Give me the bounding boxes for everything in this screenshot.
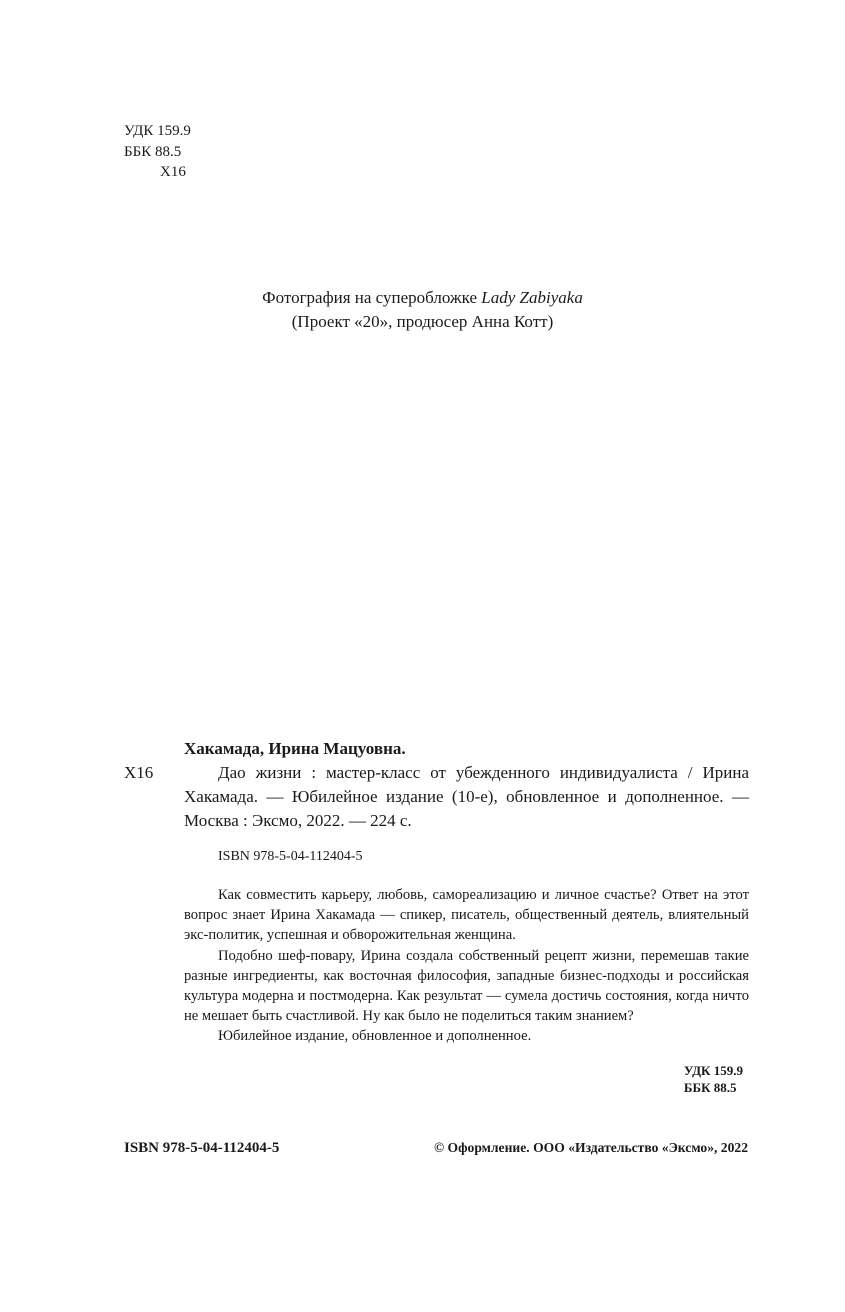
title-entry: Дао жизни : мастер-класс от убежденного индивидуалиста / Ирина Хакамада. — Юбилейное издание (10-е), обновленное и дополненное. — Москва : Эксмо, 2022. — 224 с. <box>184 763 749 830</box>
catalog-bbk: ББК 88.5 <box>683 1079 737 1095</box>
catalog-udk: УДК 159.9 <box>683 1062 743 1078</box>
author-mark: Х16 <box>160 164 186 180</box>
catalog-isbn: ISBN 978-5-04-112404-5 <box>218 849 363 864</box>
annotation-paragraph: Юбилейное издание, обновленное и дополненное. <box>218 1028 532 1045</box>
annotation <box>184 885 749 1047</box>
footer-isbn: ISBN 978-5-04-112404-5 <box>124 1140 280 1156</box>
footer-copyright: © Оформление. ООО «Издательство «Эксмо», 2022 <box>433 1140 748 1155</box>
photographer-name: Lady Zabiyaka <box>481 288 583 307</box>
cover-credit-prefix: Фотография на суперобложке <box>262 288 482 307</box>
catalog-card <box>124 737 749 1096</box>
udk-code: УДК 159.9 <box>124 123 191 139</box>
annotation-paragraph: Как совместить карьеру, любовь, самореализацию и личное счастье? Ответ на этот вопрос знает Ирина Хакамада — спикер, писатель, общественный деятель, влиятельный экс-политик, успешная и обворожительная женщина. <box>184 887 749 944</box>
title-entry-row <box>124 761 749 833</box>
annotation-paragraph: Подобно шеф-повару, Ирина создала собственный рецепт жизни, перемешав такие разные ингредиенты, как восточная философия, западные бизнес-подходы и российская культура модерна и постмодерна. Как результат — сумела достичь состояния, когда ничто не мешает быть счастливой. Ну как было не поделиться таким знанием? <box>184 947 749 1025</box>
catalog-author-mark: Х16 <box>124 763 154 782</box>
catalog-codes-box <box>684 1062 743 1096</box>
catalog-codes <box>124 1062 749 1096</box>
author-heading: Хакамада, Ирина Мацуовна. <box>184 739 406 758</box>
bbk-code: ББК 88.5 <box>124 143 182 160</box>
project-line: (Проект «20», продюсер Анна Котт) <box>291 312 554 331</box>
cover-credit <box>0 286 845 334</box>
classification-codes <box>124 121 191 183</box>
cover-credit-line <box>0 286 845 310</box>
